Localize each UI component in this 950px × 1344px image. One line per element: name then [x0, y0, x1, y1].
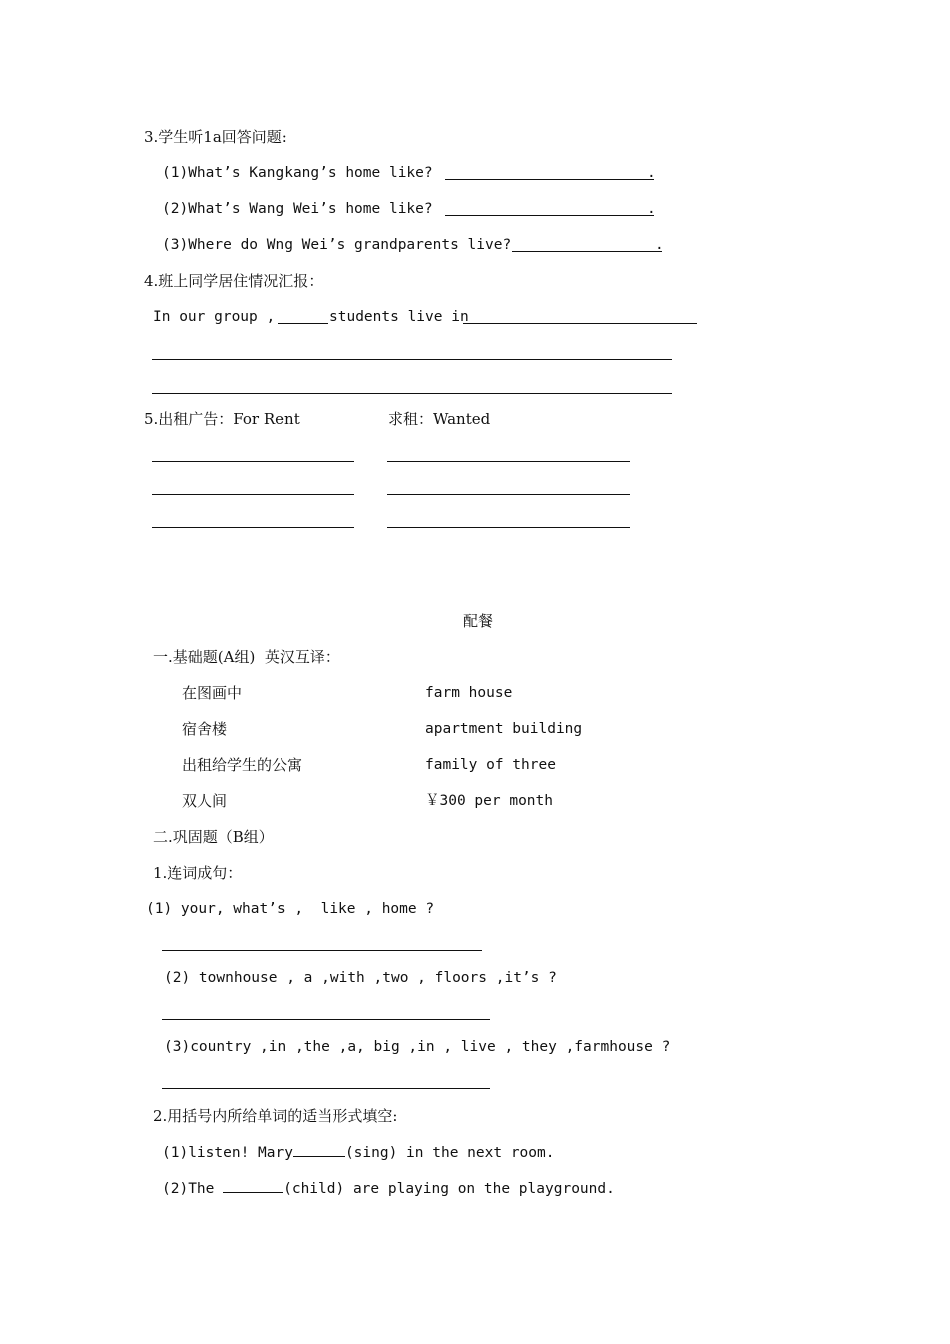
b1-item-3: (3)country ,in ,the ,a, big ,in , live , they ,farmhouse ?: [164, 1039, 671, 1055]
answer-line[interactable]: [512, 251, 662, 252]
q3-item-1: (1)What’s Kangkang’s home like?: [162, 165, 433, 181]
blank-line[interactable]: [223, 1178, 283, 1193]
q4-text-a: In our group ,: [153, 309, 276, 325]
answer-line[interactable]: [445, 215, 654, 216]
section-heading: 配餐: [463, 612, 494, 630]
translation-en: farm house: [425, 685, 513, 701]
q3-item-3: (3)Where do Wng Wei’s grandparents live?: [162, 237, 512, 253]
answer-line[interactable]: [162, 950, 482, 951]
q3-title: 3.学生听1a回答问题:: [144, 128, 287, 146]
answer-line[interactable]: [387, 461, 630, 462]
b1-item-1: (1) your, what’s , like , home ?: [146, 901, 435, 917]
period: .: [655, 237, 664, 253]
blank-line[interactable]: [278, 323, 328, 324]
translation-cn: 宿舍楼: [182, 720, 228, 738]
answer-line[interactable]: [162, 1088, 490, 1089]
answer-line[interactable]: [152, 527, 354, 528]
b2-item-1-end: (sing) in the next room.: [344, 1145, 555, 1161]
b2-item-1-start: (1)listen! Mary: [162, 1145, 293, 1161]
answer-line[interactable]: [152, 461, 354, 462]
b2-item-1: [162, 1142, 554, 1163]
answer-line[interactable]: [463, 323, 697, 324]
translation-cn: 在图画中: [182, 684, 243, 702]
group-b-title: 二.巩固题（B组）: [153, 828, 274, 846]
b1-item-2: (2) townhouse , a ,with ,two , floors ,it’s ?: [164, 970, 557, 986]
translation-en: apartment building: [425, 721, 583, 737]
b2-item-2: [162, 1178, 615, 1199]
b1-title: 1.连词成句：: [153, 864, 243, 882]
period: .: [647, 201, 656, 217]
period: .: [647, 165, 656, 181]
answer-line[interactable]: [387, 494, 630, 495]
answer-line[interactable]: [152, 494, 354, 495]
answer-line[interactable]: [387, 527, 630, 528]
answer-line[interactable]: [162, 1019, 490, 1020]
q5-wanted: 求租：Wanted: [388, 410, 491, 428]
blank-line[interactable]: [293, 1142, 345, 1157]
b2-item-2-end: (child) are playing on the playground.: [283, 1181, 615, 1197]
q4-text-b: students live in: [329, 309, 469, 325]
translation-en: family of three: [425, 757, 556, 773]
answer-line[interactable]: [445, 179, 654, 180]
answer-line[interactable]: [152, 359, 672, 360]
translation-cn: 出租给学生的公寓: [182, 756, 303, 774]
b2-item-2-start: (2)The: [162, 1181, 224, 1197]
q3-item-2: (2)What’s Wang Wei’s home like?: [162, 201, 433, 217]
b2-title: 2.用括号内所给单词的适当形式填空:: [153, 1107, 398, 1125]
q5-title: 5.出租广告：For Rent: [144, 410, 300, 428]
group-a-title: 一.基础题(A组) 英汉互译：: [153, 648, 340, 666]
translation-en: ￥300 per month: [425, 793, 553, 809]
translation-cn: 双人间: [182, 792, 228, 810]
q4-title: 4.班上同学居住情况汇报：: [144, 272, 324, 290]
answer-line[interactable]: [152, 393, 672, 394]
